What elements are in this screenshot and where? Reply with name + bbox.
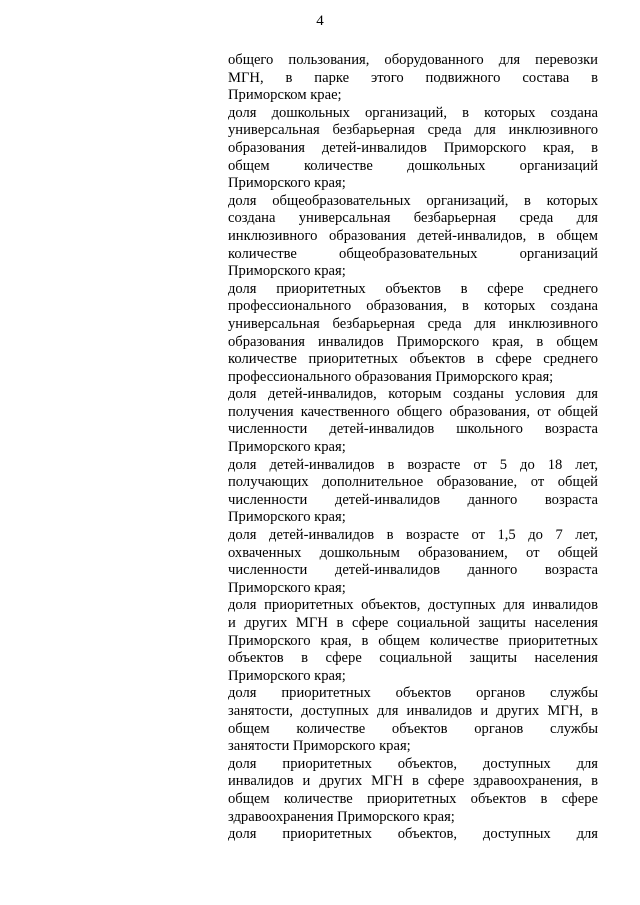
text-line: численности детей-инвалидов школьного возраста [228,421,598,438]
text-line: получения качественного общего образования, от общей [228,403,598,420]
text-line: общем количестве объектов органов службы [228,720,598,737]
paragraph [228,281,598,387]
paragraph [228,685,598,755]
text-line: создана универсальная безбарьерная среда для [228,210,598,227]
paragraph [228,193,598,281]
text-line: доля приоритетных объектов, доступных для инвалидов [228,597,598,614]
paragraph [228,756,598,826]
text-line: занятости Приморского края; [228,738,411,755]
paragraph [228,386,598,456]
text-line: МГН, в парке этого подвижного состава в [228,69,598,86]
text-line: общем количестве приоритетных объектов в сфере [228,790,598,807]
page-number: 4 [316,13,324,29]
text-line: доля приоритетных объектов, доступных для [228,826,598,843]
text-line: Приморского края; [228,175,346,192]
text-line: количестве общеобразовательных организаций [228,245,598,262]
text-line: инвалидов и других МГН в сфере здравоохранения, в [228,773,598,790]
text-line: доля общеобразовательных организаций, в которых [228,192,598,209]
text-line: и других МГН в сфере социальной защиты населения [228,615,598,631]
text-line: профессионального образования, в которых создана [228,298,598,315]
text-line: образования инвалидов Приморского края, в общем [228,333,598,350]
text-line: Приморского края, в общем количестве приоритетных [228,632,598,649]
text-line: доля детей-инвалидов в возрасте от 5 до 18 лет, [228,456,598,473]
text-line: образования детей-инвалидов Приморского края, в [228,139,598,156]
text-line: Приморского края; [228,439,346,456]
text-line: Приморском крае; [228,87,342,104]
text-line: общего пользования, оборудованного для перевозки [228,52,598,68]
text-line: общем количестве дошкольных организаций [228,157,598,174]
paragraph [228,527,598,597]
text-line: доля дошкольных организаций, в которых создана [228,104,598,121]
text-line: универсальная безбарьерная среда для инклюзивного [228,315,598,332]
text-line: количестве приоритетных объектов в сфере среднего [228,351,598,368]
text-line: доля приоритетных объектов органов службы [228,685,598,702]
paragraph [228,105,598,193]
text-line: доля приоритетных объектов, доступных для [228,755,598,772]
paragraph [228,826,598,844]
paragraph [228,457,598,527]
text-line: объектов в сфере социальной защиты населения [228,650,598,667]
text-line: численности детей-инвалидов данного возраста [228,491,598,508]
text-line: занятости, доступных для инвалидов и других МГН, в [228,702,598,719]
text-line: инклюзивного образования детей-инвалидов, в общем [228,227,598,244]
text-line: Приморского края; [228,509,346,526]
paragraph [228,597,598,685]
text-line: Приморского края; [228,263,346,280]
text-line: профессионального образования Приморского края; [228,368,554,385]
text-line: Приморского края; [228,667,346,684]
text-line: охваченных дошкольным образованием, от общей [228,544,598,561]
text-line: получающих дополнительное образование, от общей [228,474,598,491]
text-line: доля детей-инвалидов в возрасте от 1,5 до 7 лет, [228,527,598,544]
text-line: численности детей-инвалидов данного возраста [228,562,598,579]
text-line: универсальная безбарьерная среда для инклюзивного [228,122,598,139]
text-line: Приморского края; [228,579,346,596]
paragraph [228,52,598,105]
text-line: здравоохранения Приморского края; [228,808,455,825]
text-line: доля приоритетных объектов в сфере среднего [228,280,598,297]
text-line: доля детей-инвалидов, которым созданы условия для [228,386,598,403]
document-body [228,52,598,844]
